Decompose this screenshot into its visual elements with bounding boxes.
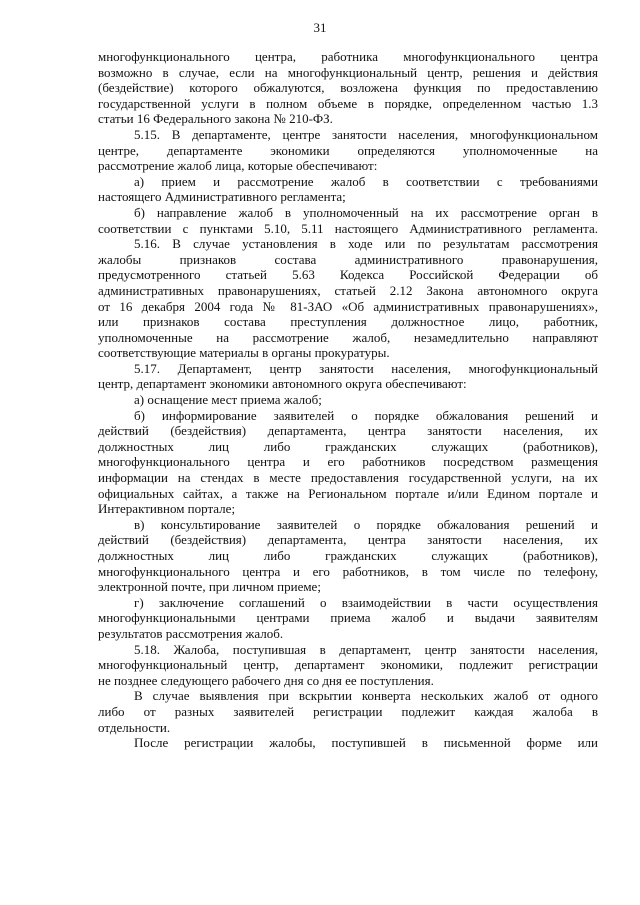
paragraph-5-17-end: центр, департамент экономики автономного округа обеспечивают: bbox=[98, 376, 467, 392]
paragraph-5-17-c: в) консультирование заявителей о порядке обжалования решений и действий (бездействия) департамента, центра занятости населения, их должностных лиц либо гражданских служащих (работников), многофункционального центра и его работников, в том числе по телефону, bbox=[98, 516, 598, 579]
paragraph-5-17: 5.17. Департамент, центр занятости населения, многофункциональный bbox=[134, 360, 598, 376]
paragraph-5-17-d: г) заключение соглашений о взаимодействии в части осуществления многофункциональными центрами приема жалоб и выдачи заявителям bbox=[98, 594, 598, 626]
paragraph-5-16: 5.16. В случае установления в ходе или по результатам рассмотрения жалобы признаков состава административного правонарушения, предусмотренного статьей 5.63 Кодекса Российской Федерации об административных правонарушениях, статьей 2.12 Закона автономного округа от 16 декабря 2004 года № 81-ЗАО «Об административных правонарушениях», или признаков состава преступления должностное лицо, работник, уполномоченные на рассмотрение жалоб, незамедлительно направляют bbox=[98, 236, 598, 345]
paragraph-5-17-b-end: Интерактивном портале; bbox=[98, 501, 236, 517]
paragraph-5-18-end: не позднее следующего рабочего дня со дня ее поступления. bbox=[98, 672, 434, 688]
paragraph-5-17-a: а) оснащение мест приема жалоб; bbox=[134, 392, 322, 408]
document-body bbox=[98, 49, 598, 751]
paragraph-several-complaints-end: отдельности. bbox=[98, 719, 171, 735]
paragraph-5-16-end: соответствующие материалы в органы прокуратуры. bbox=[98, 345, 390, 361]
paragraph-5-18: 5.18. Жалоба, поступившая в департамент, центр занятости населения, многофункциональный центр, департамент экономики, подлежит регистрации bbox=[98, 641, 598, 673]
paragraph-5-15: 5.15. В департаменте, центре занятости населения, многофункциональном центре, департаменте экономики определяются уполномоченные на bbox=[98, 126, 598, 158]
paragraph-mfc-cont-end: статьи 16 Федерального закона № 210-ФЗ. bbox=[98, 111, 333, 127]
paragraph-5-17-b: б) информирование заявителей о порядке обжалования решений и действий (бездействия) департамента, центра занятости населения, их должностных лиц либо гражданских служащих (работников), многофункционального центра и его работников посредством размещения информации на стендах в месте предоставления государственной услуги, на их официальных сайтах, а также на Региональном портале и/или Едином портале и bbox=[98, 407, 598, 501]
paragraph-5-15-a-end: настоящего Административного регламента; bbox=[98, 189, 346, 205]
paragraph-5-15-b: б) направление жалоб в уполномоченный на их рассмотрение орган в соответствии с пунктами 5.10, 5.11 настоящего Административного регламента. bbox=[98, 204, 598, 236]
paragraph-several-complaints: В случае выявления при вскрытии конверта нескольких жалоб от одного либо от разных заявителей регистрации подлежит каждая жалоба в bbox=[98, 688, 598, 719]
paragraph-after-registration: После регистрации жалобы, поступившей в письменной форме или bbox=[134, 735, 598, 751]
paragraph-5-17-c-end: электронной почте, при личном приеме; bbox=[98, 579, 321, 595]
paragraph-mfc-cont: многофункционального центра, работника многофункционального центра возможно в случае, если на многофункциональный центр, решения и действия (бездействие) которого обжалуются, возложена функция по предоставлению государственной услуги в полном объеме в порядке, определенном частью 1.3 bbox=[98, 49, 598, 111]
paragraph-5-15-a: а) прием и рассмотрение жалоб в соответствии с требованиями bbox=[134, 173, 598, 189]
page-number: 31 bbox=[313, 20, 327, 35]
paragraph-5-15-end: рассмотрение жалоб лица, которые обеспечивают: bbox=[98, 158, 378, 174]
paragraph-5-17-d-end: результатов рассмотрения жалоб. bbox=[98, 625, 284, 641]
